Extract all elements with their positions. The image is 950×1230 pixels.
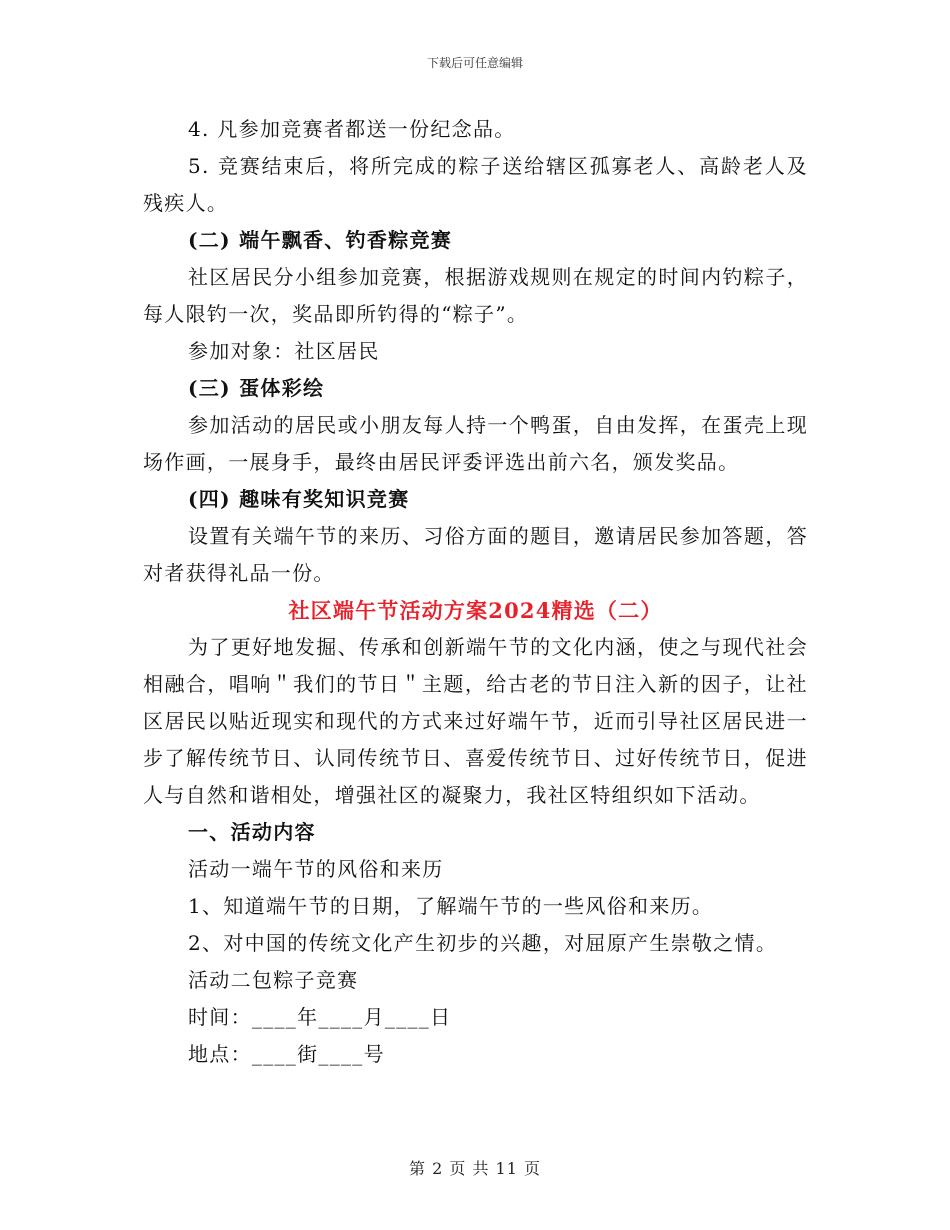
subheading: (四) 趣味有奖知识竞赛 bbox=[188, 487, 410, 511]
paragraph: 社区居民分小组参加竞赛，根据游戏规则在规定的时间内钓粽子，每人限钓一次，奖品即所钓得的“粽子”。 bbox=[143, 265, 808, 326]
page-footer: 第 2 页 共 11 页 bbox=[409, 1159, 541, 1178]
paragraph: 为了更好地发掘、传承和创新端午节的文化内涵，使之与现代社会相融合，唱响＂我们的节日＂主题，给古老的节日注入新的因子，让社区居民以贴近现实和现代的方式来过好端午节，近而引导社区居民进一步了解传统节日、认同传统节日、喜爱传统节日、过好传统节日，促进人与自然和谐相处，增强社区的凝聚力，我社区特组织如下活动。 bbox=[143, 635, 808, 807]
paragraph: 参加对象：社区居民 bbox=[188, 339, 380, 363]
subheading: (二) 端午飘香、钓香粽竞赛 bbox=[188, 228, 453, 252]
section-title: 社区端午节活动方案2024精选（二） bbox=[288, 598, 663, 623]
paragraph: 1、知道端午节的日期，了解端午节的一些风俗和来历。 bbox=[188, 894, 714, 918]
paragraph: 4. 凡参加竞赛者都送一份纪念品。 bbox=[188, 117, 516, 141]
header-note: 下载后可任意编辑 bbox=[426, 56, 523, 70]
paragraph: 时间：____年____月____日 bbox=[188, 1005, 452, 1029]
paragraph: 活动二包粽子竞赛 bbox=[188, 968, 359, 992]
subheading: (三) 蛋体彩绘 bbox=[188, 376, 325, 400]
paragraph: 地点：____街____号 bbox=[188, 1042, 385, 1066]
paragraph: 活动一端午节的风俗和来历 bbox=[188, 857, 444, 881]
paragraph: 2、对中国的传统文化产生初步的兴趣，对屈原产生崇敬之情。 bbox=[188, 931, 778, 955]
document-body bbox=[143, 111, 808, 1073]
subheading: 一、活动内容 bbox=[188, 820, 316, 844]
paragraph: 5. 竞赛结束后，将所完成的粽子送给辖区孤寡老人、高龄老人及残疾人。 bbox=[143, 154, 808, 215]
paragraph: 设置有关端午节的来历、习俗方面的题目，邀请居民参加答题，答对者获得礼品一份。 bbox=[143, 524, 808, 585]
paragraph: 参加活动的居民或小朋友每人持一个鸭蛋，自由发挥，在蛋壳上现场作画，一展身手，最终由居民评委评选出前六名，颁发奖品。 bbox=[143, 413, 808, 474]
